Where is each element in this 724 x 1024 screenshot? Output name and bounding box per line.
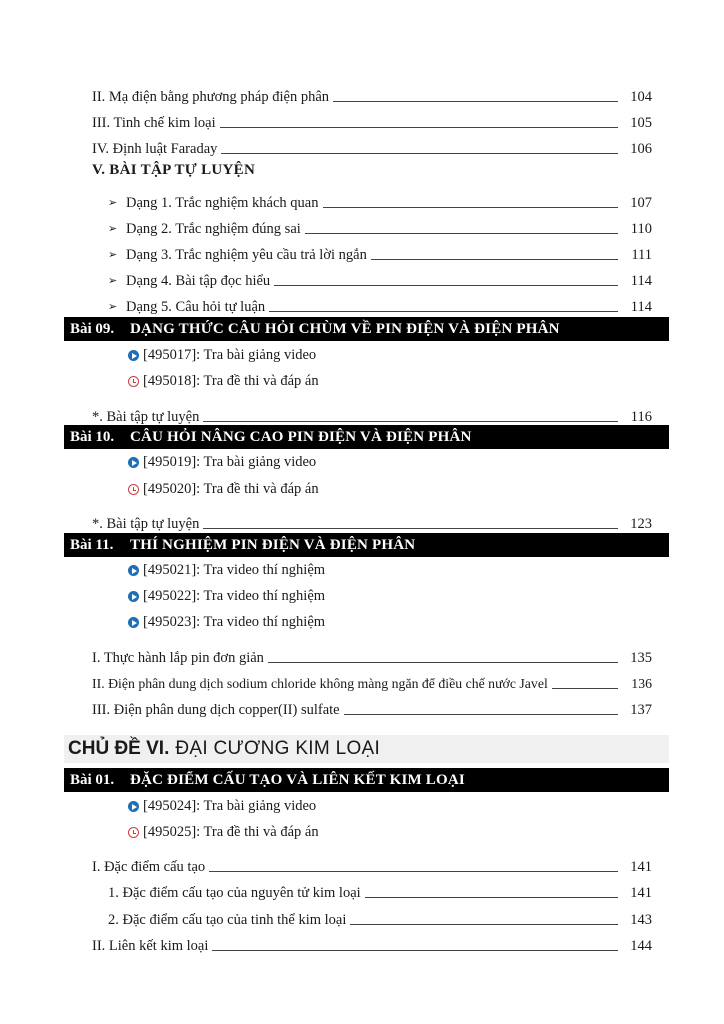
toc-entry-label: IV. Định luật Faraday xyxy=(92,141,218,157)
resource-link-text: [495022]: Tra video thí nghiệm xyxy=(143,588,326,604)
chapter-name: ĐẠI CƯƠNG KIM LOẠI xyxy=(175,738,381,759)
toc-entry-label: Dạng 3. Trắc nghiệm yêu cầu trả lời ngắn xyxy=(126,247,367,263)
toc-entry[interactable] xyxy=(92,850,652,876)
dot-leader xyxy=(220,127,618,128)
toc-entry[interactable] xyxy=(108,876,652,902)
dot-leader xyxy=(269,311,618,312)
toc-entry-page: 136 xyxy=(631,676,652,691)
lesson-banner[interactable] xyxy=(64,425,669,449)
resource-link[interactable] xyxy=(128,481,319,498)
arrow-bullet-icon: ➢ xyxy=(108,275,118,287)
lesson-number: Bài 11. xyxy=(70,536,114,553)
lesson-title: ĐẶC ĐIỂM CẤU TẠO VÀ LIÊN KẾT KIM LOẠI xyxy=(130,771,465,788)
play-icon xyxy=(128,591,139,602)
resource-link-text: [495025]: Tra đề thi và đáp án xyxy=(143,824,319,840)
dot-leader xyxy=(305,233,618,234)
dot-leader xyxy=(268,662,618,663)
toc-entry-label: Dạng 2. Trắc nghiệm đúng sai xyxy=(126,221,301,237)
play-icon xyxy=(128,457,139,468)
toc-entry-page: 141 xyxy=(630,885,652,901)
dot-leader xyxy=(221,153,618,154)
resource-link[interactable] xyxy=(128,824,319,841)
toc-entry-label: *. Bài tập tự luyện xyxy=(92,409,200,425)
toc-entry[interactable] xyxy=(108,290,652,316)
resource-link[interactable] xyxy=(128,347,316,364)
toc-entry-page: 114 xyxy=(630,299,652,315)
toc-entry[interactable] xyxy=(92,132,652,158)
toc-entry[interactable] xyxy=(92,693,652,719)
resource-link-text: [495024]: Tra bài giảng video xyxy=(143,798,317,814)
toc-entry-page: 111 xyxy=(631,247,652,263)
play-icon xyxy=(128,617,139,628)
clock-icon xyxy=(128,484,139,495)
resource-link[interactable] xyxy=(128,562,325,579)
toc-entry[interactable] xyxy=(92,667,652,693)
clock-icon xyxy=(128,827,139,838)
toc-entry[interactable] xyxy=(92,400,652,426)
lesson-number: Bài 09. xyxy=(70,320,115,337)
chapter-prefix: CHỦ ĐỀ VI. xyxy=(68,738,170,759)
toc-entry[interactable] xyxy=(92,507,652,533)
clock-icon xyxy=(128,376,139,387)
toc-entry-page: 105 xyxy=(630,115,652,131)
resource-link[interactable] xyxy=(128,614,325,631)
toc-entry-page: 137 xyxy=(630,702,652,718)
play-icon xyxy=(128,350,139,361)
dot-leader xyxy=(323,207,619,208)
toc-entry[interactable] xyxy=(92,106,652,132)
toc-entry-label: II. Liên kết kim loại xyxy=(92,938,209,954)
arrow-bullet-icon: ➢ xyxy=(108,223,118,235)
toc-entry-page: 116 xyxy=(630,409,652,425)
toc-entry[interactable] xyxy=(92,929,652,955)
toc-entry-page: 106 xyxy=(630,141,652,157)
lesson-banner[interactable] xyxy=(64,768,669,792)
dot-leader xyxy=(209,871,618,872)
toc-entry-page: 110 xyxy=(630,221,652,237)
toc-entry-label: I. Đặc điểm cấu tạo xyxy=(92,859,206,875)
dot-leader xyxy=(203,421,618,422)
toc-entry-page: 144 xyxy=(630,938,652,954)
resource-link-text: [495017]: Tra bài giảng video xyxy=(143,347,317,363)
section-title: V. BÀI TẬP TỰ LUYỆN xyxy=(92,162,256,178)
toc-entry-label: Dạng 1. Trắc nghiệm khách quan xyxy=(126,195,319,211)
arrow-bullet-icon: ➢ xyxy=(108,301,118,313)
resource-link[interactable] xyxy=(128,798,316,815)
toc-entry-page: 104 xyxy=(630,89,652,105)
resource-link[interactable] xyxy=(128,588,325,605)
toc-entry-label: 1. Đặc điểm cấu tạo của nguyên tử kim loại xyxy=(108,885,361,901)
lesson-banner[interactable] xyxy=(64,317,669,341)
resource-link[interactable] xyxy=(128,373,319,390)
toc-entry-label: II. Điện phân dung dịch sodium chloride không màng ngăn để điều chế nước Javel xyxy=(92,676,548,691)
lesson-title: DẠNG THỨC CÂU HỎI CHÙM VỀ PIN ĐIỆN VÀ ĐIỆN PHÂN xyxy=(130,320,560,337)
chapter-heading[interactable] xyxy=(64,735,669,763)
toc-entry[interactable] xyxy=(92,80,652,106)
toc-entry[interactable] xyxy=(92,641,652,667)
toc-entry-label: Dạng 4. Bài tập đọc hiểu xyxy=(126,273,271,289)
toc-entry-page: 135 xyxy=(630,650,652,666)
lesson-title: CÂU HỎI NÂNG CAO PIN ĐIỆN VÀ ĐIỆN PHÂN xyxy=(130,428,472,445)
toc-entry-page: 143 xyxy=(630,912,652,928)
resource-link-text: [495021]: Tra video thí nghiệm xyxy=(143,562,326,578)
toc-entry-label: II. Mạ điện bằng phương pháp điện phân xyxy=(92,89,329,105)
toc-entry-page: 141 xyxy=(630,859,652,875)
toc-entry-label: III. Điện phân dung dịch copper(II) sulfate xyxy=(92,702,340,718)
dot-leader xyxy=(333,101,618,102)
dot-leader xyxy=(552,688,618,689)
toc-entry-label: Dạng 5. Câu hỏi tự luận xyxy=(126,299,266,315)
dot-leader xyxy=(212,950,618,951)
resource-link-text: [495018]: Tra đề thi và đáp án xyxy=(143,373,319,389)
lesson-number: Bài 10. xyxy=(70,428,115,445)
resource-link[interactable] xyxy=(128,454,316,471)
dot-leader xyxy=(365,897,618,898)
lesson-title: THÍ NGHIỆM PIN ĐIỆN VÀ ĐIỆN PHÂN xyxy=(130,536,416,553)
resource-link-text: [495019]: Tra bài giảng video xyxy=(143,454,317,470)
play-icon xyxy=(128,565,139,576)
toc-entry[interactable] xyxy=(108,238,652,264)
lesson-number: Bài 01. xyxy=(70,771,115,788)
resource-link-text: [495020]: Tra đề thi và đáp án xyxy=(143,481,319,497)
toc-entry-page: 114 xyxy=(630,273,652,289)
toc-entry-label: 2. Đặc điểm cấu tạo của tinh thể kim loại xyxy=(108,912,347,928)
dot-leader xyxy=(203,528,618,529)
toc-entry[interactable] xyxy=(108,903,652,929)
dot-leader xyxy=(344,714,618,715)
toc-entry-label: I. Thực hành lắp pin đơn giản xyxy=(92,650,264,666)
toc-entry[interactable] xyxy=(108,212,652,238)
lesson-banner[interactable] xyxy=(64,533,669,557)
arrow-bullet-icon: ➢ xyxy=(108,197,118,209)
toc-entry-page: 107 xyxy=(630,195,652,211)
dot-leader xyxy=(274,285,618,286)
arrow-bullet-icon: ➢ xyxy=(108,249,118,261)
toc-entry-page: 123 xyxy=(630,516,652,532)
play-icon xyxy=(128,801,139,812)
toc-entry-label: III. Tinh chế kim loại xyxy=(92,115,216,131)
toc-entry[interactable] xyxy=(108,264,652,290)
dot-leader xyxy=(371,259,618,260)
dot-leader xyxy=(350,924,618,925)
resource-link-text: [495023]: Tra video thí nghiệm xyxy=(143,614,326,630)
toc-entry[interactable] xyxy=(108,186,652,212)
toc-entry-label: *. Bài tập tự luyện xyxy=(92,516,200,532)
